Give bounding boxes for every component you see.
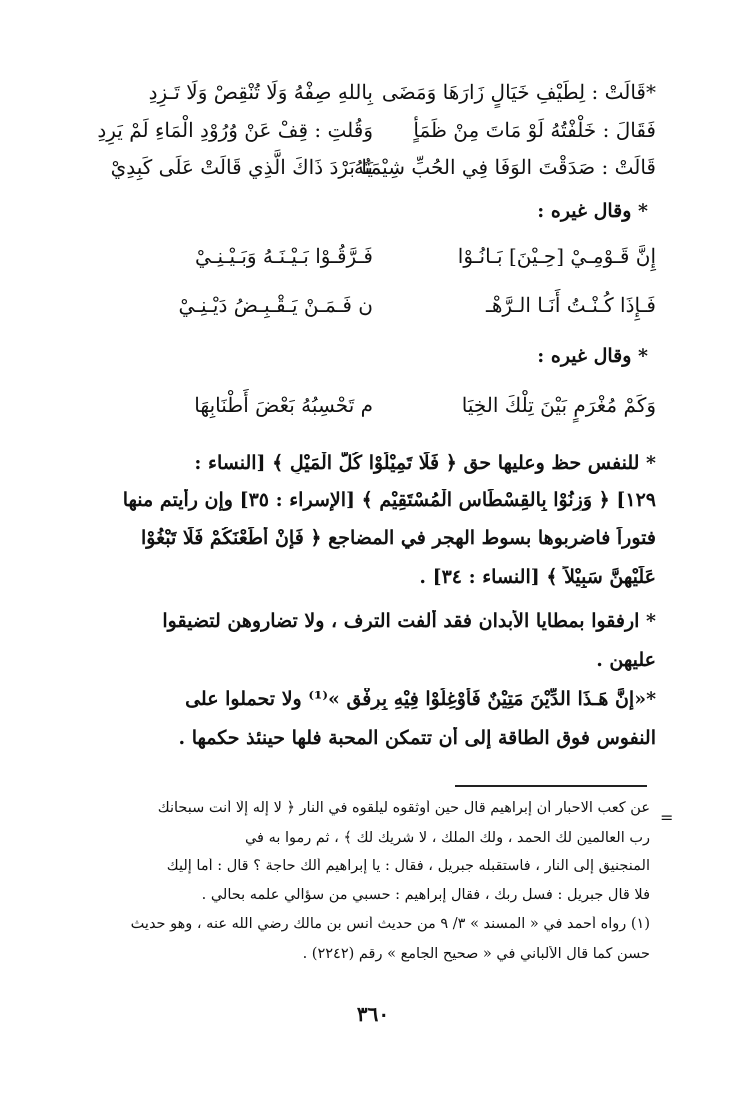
footnote-line: المنجنيق إلى النار ، فاستقبله جبريل ، فقال : يا إبراهيم ألك حاجة ؟ قال : أما إليك xyxy=(166,858,650,874)
section-heading: * وقال غيره : xyxy=(537,200,648,222)
verse-left-hemistich: فَـرَّقُـوْا بَـيْـنَـهُ وَبَـيْـنِـيْ xyxy=(195,244,373,268)
verse-left-hemistich: يَا بَرْدَ ذَاكَ الَّذِي قَالَتْ عَلَى كَبِدِيْ xyxy=(110,155,373,179)
verse-right-hemistich: فَقَالَ : خَلْفْتُهُ لَوْ مَاتَ مِنْ ظَمَأٍ xyxy=(413,118,656,142)
verse-right-hemistich: قَالَتْ : صَدَقْتَ الوَفَا فِي الحُبِّ شِيْمَتُهُ xyxy=(353,155,656,179)
paragraph-line: *«إِنَّ هَـذَا الدِّيْنَ مَتِيْنٌ فَأَوْغِلُوْا فِيْهِ بِرِفْقٍ »⁽¹⁾ ولا تحملوا على xyxy=(185,688,656,710)
paragraph-line: عَلَيْهِنَّ سَبِيْلاً ﴾ [النساء : ٣٤] . xyxy=(419,566,656,588)
section-heading: * وقال غيره : xyxy=(537,345,648,367)
verse-right-hemistich: فَـإِذَا كُـنْـتُ أَنَـا الـرَّهْـ xyxy=(486,293,656,317)
paragraph-line: * للنفس حظ وعليها حق ﴿ فَلَا تَمِيْلُوْا كُلَّ الْمَيْلِ ﴾ [النساء : xyxy=(194,452,656,474)
verse-right-hemistich: *قَالَتْ : لِطَيْفِ خَيَالٍ زَارَهَا وَمَضَى xyxy=(381,80,656,104)
continuation-mark: = xyxy=(660,808,674,827)
footnote-line: عن كعب الاحبار أن إبراهيم قال حين أوثقوه ليلقوه في النار ﴿ لا إله إلّا أنت سبحانك xyxy=(157,800,650,816)
paragraph-line: عليهن . xyxy=(596,649,656,671)
paragraph-line: فتوراً فاضربوها بسوط الهجر في المضاجع ﴿ فَإِنْ أَطَعْنَكُمْ فَلَا تَبْغُوْا xyxy=(140,527,656,549)
verse-left-hemistich: بِاللهِ صِفْهُ وَلَا تُنْقِصْ وَلَا تَـزِدِ xyxy=(148,80,373,104)
footnote-divider xyxy=(455,785,647,787)
footnote-line: فلا قال جبريل : فسل ربك ، فقال إبراهيم : حسبي من سؤالي علمه بحالي . xyxy=(201,887,650,903)
paragraph-line: النفوس فوق الطاقة إلى أن تتمكن المحبة فلها حينئذ حكمها . xyxy=(178,727,656,749)
footnote-line: (١) رواه أحمد في « المسند » ٣/ ٩ من حديث أنس بن مالك رضي الله عنه ، وهو حديث xyxy=(130,916,650,932)
verse-right-hemistich: إِنَّ قَـوْمِـيْ [حِـيْنَ] بَـانُـوْا xyxy=(457,244,656,268)
verse-left-hemistich: وَقُلتِ : قِفْ عَنْ وُرُوْدِ الْمَاءِ لَمْ يَرِدِ xyxy=(97,118,373,142)
verse-left-hemistich: ن فَـمَـنْ يَـقْـبِـضُ دَيْـنِـيْ xyxy=(178,293,373,317)
paragraph-line: ١٢٩] ﴿ وَزِنُوْا بِالقِسْطَاسِ الْمُسْتَقِيْمِ ﴾ [الإسراء : ٣٥] وإن رأيتم منها xyxy=(122,489,656,511)
footnote-line: حسن كما قال الألباني في « صحيح الجامع » رقم (٢٢٤٢) . xyxy=(302,946,650,962)
paragraph-line: * ارفقوا بمطايا الأبدان فقد ألفت الترف ، ولا تضاروهن لتضيقوا xyxy=(162,610,656,632)
verse-right-hemistich: وَكَمْ مُغْرَمٍ بَيْنَ تِلْكَ الخِيَا xyxy=(461,393,656,417)
page-number: ٣٦٠ xyxy=(356,1002,390,1026)
verse-left-hemistich: م تَحْسِبُهُ بَعْضَ أَطْنَابِهَا xyxy=(194,393,373,417)
footnote-line: رب العالمين لك الحمد ، ولك الملك ، لا شريك لك ﴾ ، ثم رموا به في xyxy=(244,830,650,846)
